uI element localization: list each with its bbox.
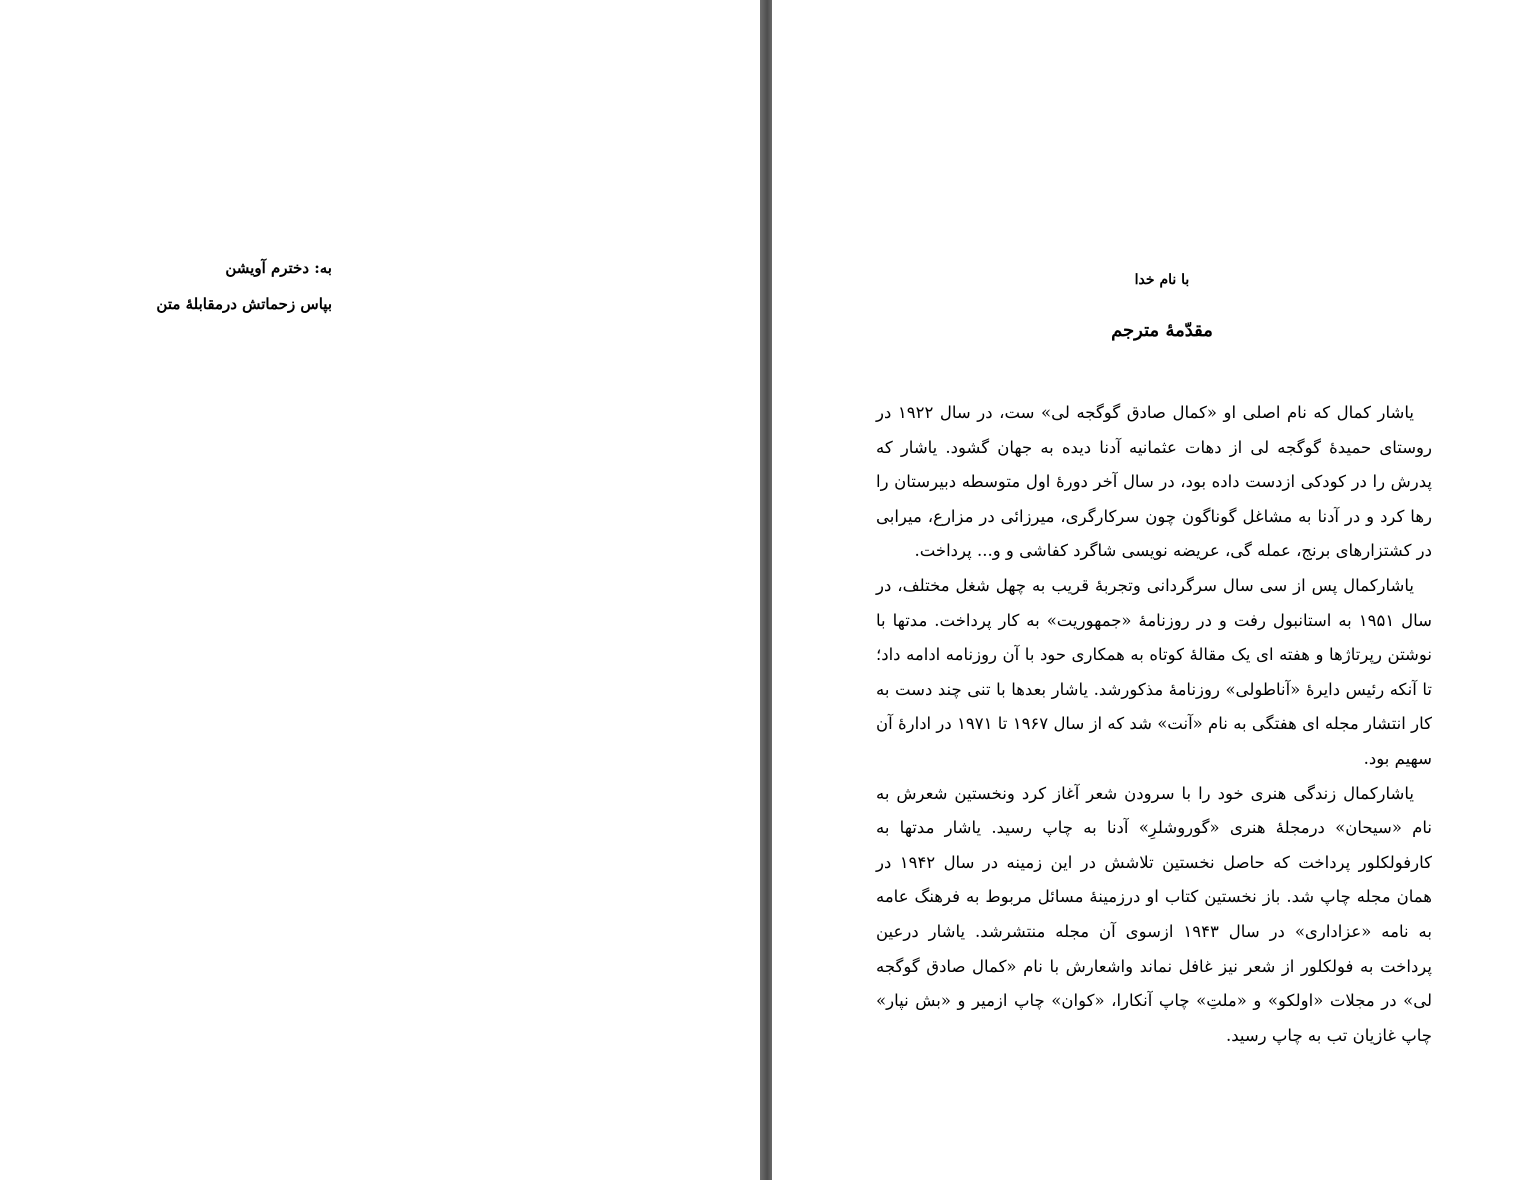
- paragraph-3: یاشارکمال زندگی هنری خود را با سرودن شعر آغاز کرد ونخستین شعرش به نام «سیحان» درمجلهٔ هنری «گوروشلرِ» آدنا به چاپ رسید. یاشار مدتها به کارفولکلور پرداخت که حاصل نخستین تلاشش در این زمینه در سال ۱۹۴۲ در همان مجله چاپ شد. باز نخستین کتاب او درزمینهٔ مسائل مربوط به فرهنگ عامه به نامه «عزاداری» در سال ۱۹۴۳ ازسوی آن مجله منتشرشد. یاشار درعین پرداخت به فولکلور از شعر نیز غافل نماند واشعارش با نام «کمال صادق گوگجه لی» در مجلات «اولکو» و «ملتِ» چاپ آنکارا، «کوان» چاپ ازمیر و «بش نپار» چاپ غازیان تب به چاپ رسید.: [876, 783, 1432, 1045]
- preface-body: [876, 396, 1432, 1053]
- paragraph-2: یاشارکمال پس از سی سال سرگردانی وتجربهٔ قریب به چهل شغل مختلف، در سال ۱۹۵۱ به استانبول رفت و در روزنامهٔ «جمهوریت» به کار پرداخت. مدتها با نوشتن رپرتاژها و هفته ای یک مقالهٔ کوتاه به همکاری حود با آن روزنامه ادامه داد؛ تا آنکه رئیس دایرهٔ «آناطولی» روزنامهٔ مذکورشد. یاشار بعدها با تنی چند دست به کار انتشار مجله ای هفتگی به نام «آنت» شد که از سال ۱۹۶۷ تا ۱۹۷۱ در ادارهٔ آن سهیم بود.: [876, 575, 1433, 768]
- left-page: [0, 0, 760, 1180]
- dedication-line-2: بپاس زحماتش درمقابلهٔ متن: [156, 295, 332, 313]
- dedication-line-1: به: دخترم آویشن: [225, 259, 332, 277]
- basmala-heading: با نام خدا: [1134, 272, 1190, 288]
- book-spine-divider: [760, 0, 772, 1180]
- right-page: [772, 0, 1531, 1180]
- page-title: مقدّمهٔ مترجم: [1111, 320, 1213, 341]
- paragraph-1: یاشار کمال که نام اصلی او «کمال صادق گوگجه لی» ست، در سال ۱۹۲۲ در روستای حمیدهٔ گوگجه لی از دهات عثمانیه آدنا دیده به جهان گشود. یاشار که پدرش را در کودکی ازدست داده بود، در سال آخر دورهٔ اول متوسطه دبیرستان را رها کرد و در آدنا به مشاغل گوناگون چون سرکارگری، میرزائی در مزارع، میرابی در کشتزارهای برنج، عمله گی، عریضه نویسی شاگرد کفاشی و و... پرداخت.: [876, 403, 1432, 561]
